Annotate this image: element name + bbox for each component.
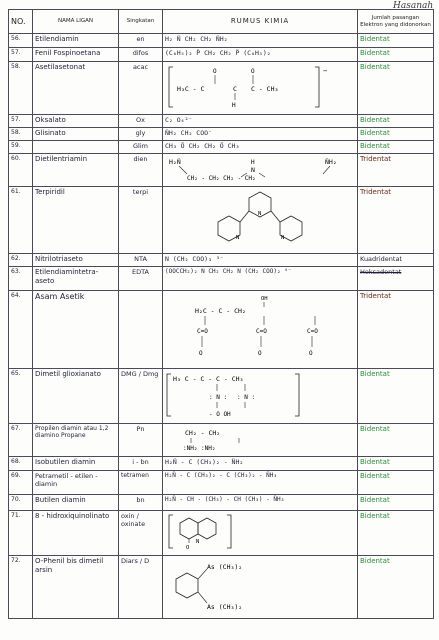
row-singkatan: oxin / oxinate bbox=[119, 510, 163, 555]
row-nama: Isobutilen diamin bbox=[33, 456, 119, 470]
acac-structure bbox=[165, 63, 355, 111]
row-no: 64. bbox=[9, 291, 33, 368]
row-jumlah: Bidentat bbox=[358, 510, 434, 555]
row-rumus-structure-dmg bbox=[163, 368, 358, 423]
row-jumlah: Kuadridentat bbox=[358, 254, 434, 267]
dien-n1: H₂N̈ bbox=[169, 158, 181, 167]
row-nama: Oksalato bbox=[33, 115, 119, 128]
oxin-n: N bbox=[196, 538, 200, 545]
row-rumus: H₂ N̈ CH₂ CH₂ N̈H₂ bbox=[163, 34, 358, 48]
acac-o2: O bbox=[251, 68, 255, 75]
row-nama bbox=[33, 141, 119, 154]
header-rumus: RUMUS KIMIA bbox=[163, 10, 358, 34]
row-singkatan: i - bn bbox=[119, 456, 163, 470]
row-jumlah: Heksadentat bbox=[358, 267, 434, 291]
pn-bottom: :NH₂ :NH₂ bbox=[183, 444, 216, 452]
dmg-structure bbox=[165, 370, 355, 420]
row-jumlah: Tridentat bbox=[358, 291, 434, 368]
row-singkatan: Diars / D bbox=[119, 555, 163, 618]
header-jumlah: Jumlah pasangan Elektron yang didonorkan bbox=[358, 10, 434, 34]
dien-chain: CH₂ - CH₂ CH₂ - CH₂ bbox=[187, 175, 256, 183]
diars-as-bottom: As (CH₃)₂ bbox=[207, 602, 243, 611]
row-no: 59. bbox=[9, 141, 33, 154]
signature: Hasanah bbox=[393, 1, 434, 11]
row-singkatan: DMG / Dmg bbox=[119, 368, 163, 423]
table-row bbox=[9, 494, 434, 510]
row-no: 57. bbox=[9, 48, 33, 62]
row-no: 65. bbox=[9, 368, 33, 423]
acac-c2: C bbox=[233, 85, 237, 93]
row-nama: 8 - hidroxiquinolinato bbox=[33, 510, 119, 555]
row-nama: Petrametil - etilen - diamin bbox=[33, 470, 119, 494]
table-row bbox=[9, 34, 434, 48]
row-nama: Asam Asetik bbox=[33, 291, 119, 368]
oxin-structure bbox=[165, 512, 355, 552]
row-singkatan: Ox bbox=[119, 115, 163, 128]
acac-h: H bbox=[232, 102, 236, 109]
pn-structure bbox=[165, 425, 355, 453]
row-singkatan: Pn bbox=[119, 423, 163, 456]
row-nama: Etilendiamintetra-aseto bbox=[33, 267, 119, 291]
row-no: 69. bbox=[9, 470, 33, 494]
row-rumus: C₂ O₄²⁻ bbox=[163, 115, 358, 128]
dien-h: H bbox=[251, 159, 255, 167]
table-row bbox=[9, 470, 434, 494]
diars-as-top: As (CH₃)₂ bbox=[207, 562, 243, 571]
row-no: 57. bbox=[9, 115, 33, 128]
row-nama: O-Phenil bis dimetil arsin bbox=[33, 555, 119, 618]
dmg-n-1: : N : bbox=[209, 393, 228, 401]
row-jumlah: Bidentat bbox=[358, 368, 434, 423]
row-nama: Butilen diamin bbox=[33, 494, 119, 510]
row-singkatan: en bbox=[119, 34, 163, 48]
asam-coo-3: C=O bbox=[307, 328, 318, 336]
row-rumus: H₂N̈ - CH - (CH₃) - CH (CH₃) - N̈H₃ bbox=[163, 494, 358, 510]
row-jumlah: Bidentat bbox=[358, 555, 434, 618]
row-no: 58. bbox=[9, 62, 33, 115]
row-singkatan: terpi bbox=[119, 187, 163, 254]
row-no: 62. bbox=[9, 254, 33, 267]
dmg-chain: H₃ C - C - C - CH₃ bbox=[173, 374, 244, 383]
row-nama: Glisinato bbox=[33, 128, 119, 141]
table-row bbox=[9, 254, 434, 267]
table-row bbox=[9, 128, 434, 141]
row-no: 67. bbox=[9, 423, 33, 456]
row-rumus: H₂N̈ - C (CH₃)₂ - N̈H₂ bbox=[163, 456, 358, 470]
table-row bbox=[9, 510, 434, 555]
row-nama: Asetilasetonat bbox=[33, 62, 119, 115]
asam-o-3: O bbox=[309, 350, 313, 358]
row-nama: Dimetil glioxianato bbox=[33, 368, 119, 423]
row-singkatan: gly bbox=[119, 128, 163, 141]
dien-nh: N bbox=[251, 166, 255, 175]
row-no: 72. bbox=[9, 555, 33, 618]
row-jumlah: Bidentat bbox=[358, 62, 434, 115]
row-singkatan: EDTA bbox=[119, 267, 163, 291]
row-rumus: (C₆H₅)₂ P̈ CH₂ CH₂ P̈ (C₆H₅)₂ bbox=[163, 48, 358, 62]
dien-n2: N̈H₂ bbox=[325, 158, 337, 167]
terpiridil-structure bbox=[165, 188, 355, 250]
row-rumus: H₂N̈ - C (CH₃)₂ - C (CH₃)₂ - N̈H₃ bbox=[163, 470, 358, 494]
row-rumus: N̈H₂ CH₂ COO⁻ bbox=[163, 128, 358, 141]
row-no: 63. bbox=[9, 267, 33, 291]
row-nama: Etilendiamin bbox=[33, 34, 119, 48]
terpi-n-right: N bbox=[281, 235, 285, 242]
row-nama: Dietilentriamin bbox=[33, 154, 119, 187]
row-rumus-structure-terpi bbox=[163, 187, 358, 254]
row-jumlah: Bidentat bbox=[358, 456, 434, 470]
table-row bbox=[9, 368, 434, 423]
acac-right: C - CH₃ bbox=[251, 85, 279, 93]
row-jumlah: Bidentat bbox=[358, 423, 434, 456]
row-singkatan: NTA bbox=[119, 254, 163, 267]
row-rumus: CH₃ Ö CH₂ CH₂ Ö CH₃ bbox=[163, 141, 358, 154]
row-singkatan: bn bbox=[119, 494, 163, 510]
table-row bbox=[9, 115, 434, 128]
row-singkatan: acac bbox=[119, 62, 163, 115]
asam-coo-2: C=O bbox=[256, 328, 267, 336]
table-row bbox=[9, 456, 434, 470]
asam-oh-top: OH bbox=[261, 296, 268, 303]
row-no: 71. bbox=[9, 510, 33, 555]
row-jumlah: Bidentat bbox=[358, 115, 434, 128]
row-rumus: N (CH₂ COO)₃ ³⁻ bbox=[163, 254, 358, 267]
terpi-n-center: N bbox=[258, 211, 262, 218]
asam-o-1: O bbox=[199, 350, 203, 358]
table-row bbox=[9, 423, 434, 456]
row-rumus-structure-acac bbox=[163, 62, 358, 115]
asam-coo-1: C=O bbox=[197, 328, 208, 336]
ligand-table bbox=[8, 9, 434, 619]
table-row bbox=[9, 62, 434, 115]
header-nama: NAMA LIGAN bbox=[33, 10, 119, 34]
asam-asetik-structure bbox=[165, 292, 355, 364]
row-nama: Nitrilotriaseto bbox=[33, 254, 119, 267]
table-row bbox=[9, 154, 434, 187]
table-row bbox=[9, 267, 434, 291]
pn-top: CH₂ - CH₂ bbox=[185, 428, 221, 437]
row-no: 61. bbox=[9, 187, 33, 254]
row-jumlah: Bidentat bbox=[358, 494, 434, 510]
row-no: 70. bbox=[9, 494, 33, 510]
row-rumus-structure-oxin bbox=[163, 510, 358, 555]
row-jumlah: Bidentat bbox=[358, 34, 434, 48]
acac-o1: O bbox=[213, 68, 217, 75]
diars-structure bbox=[165, 557, 355, 615]
row-singkatan: dien bbox=[119, 154, 163, 187]
terpi-n-left: N bbox=[236, 235, 240, 242]
row-nama: Propilen diamin atau 1,2 diamino Propane bbox=[33, 423, 119, 456]
row-no: 56. bbox=[9, 34, 33, 48]
row-rumus-structure-diars bbox=[163, 555, 358, 618]
header-no: NO. bbox=[9, 10, 33, 34]
row-singkatan: Glim bbox=[119, 141, 163, 154]
row-jumlah: Bidentat bbox=[358, 128, 434, 141]
asam-o-2: O bbox=[258, 350, 262, 358]
row-no: 60. bbox=[9, 154, 33, 187]
table-row bbox=[9, 141, 434, 154]
row-jumlah: Tridentat bbox=[358, 154, 434, 187]
row-singkatan: tetramen bbox=[119, 470, 163, 494]
dien-structure bbox=[165, 155, 355, 183]
row-jumlah: Tridentat bbox=[358, 187, 434, 254]
row-rumus-structure-pn bbox=[163, 423, 358, 456]
acac-left: H₃C - C bbox=[177, 85, 205, 93]
asam-top: H₂C - C - CH₂ bbox=[195, 307, 246, 316]
table-row bbox=[9, 555, 434, 618]
row-rumus-structure-dien bbox=[163, 154, 358, 187]
oxin-o: O bbox=[186, 544, 190, 551]
row-jumlah: Bidentat bbox=[358, 48, 434, 62]
header-singkatan: Singkatan bbox=[119, 10, 163, 34]
row-jumlah: Bidentat bbox=[358, 141, 434, 154]
table-row bbox=[9, 187, 434, 254]
row-rumus: (OOCCH₂)₂ N CH₂ CH₂ N (CH₂ COO)₂ ⁴⁻ bbox=[163, 267, 358, 291]
row-nama: Fenil Fospinoetana bbox=[33, 48, 119, 62]
row-singkatan bbox=[119, 291, 163, 368]
row-nama: Terpiridil bbox=[33, 187, 119, 254]
row-singkatan: difos bbox=[119, 48, 163, 62]
row-rumus-structure-asam bbox=[163, 291, 358, 368]
row-jumlah: Bidentat bbox=[358, 470, 434, 494]
row-no: 68. bbox=[9, 456, 33, 470]
row-no: 58. bbox=[9, 128, 33, 141]
dmg-oh: - O OH bbox=[209, 410, 231, 418]
table-row bbox=[9, 291, 434, 368]
acac-charge: − bbox=[323, 67, 328, 75]
dmg-n-2: : N : bbox=[237, 393, 256, 401]
table-row bbox=[9, 48, 434, 62]
